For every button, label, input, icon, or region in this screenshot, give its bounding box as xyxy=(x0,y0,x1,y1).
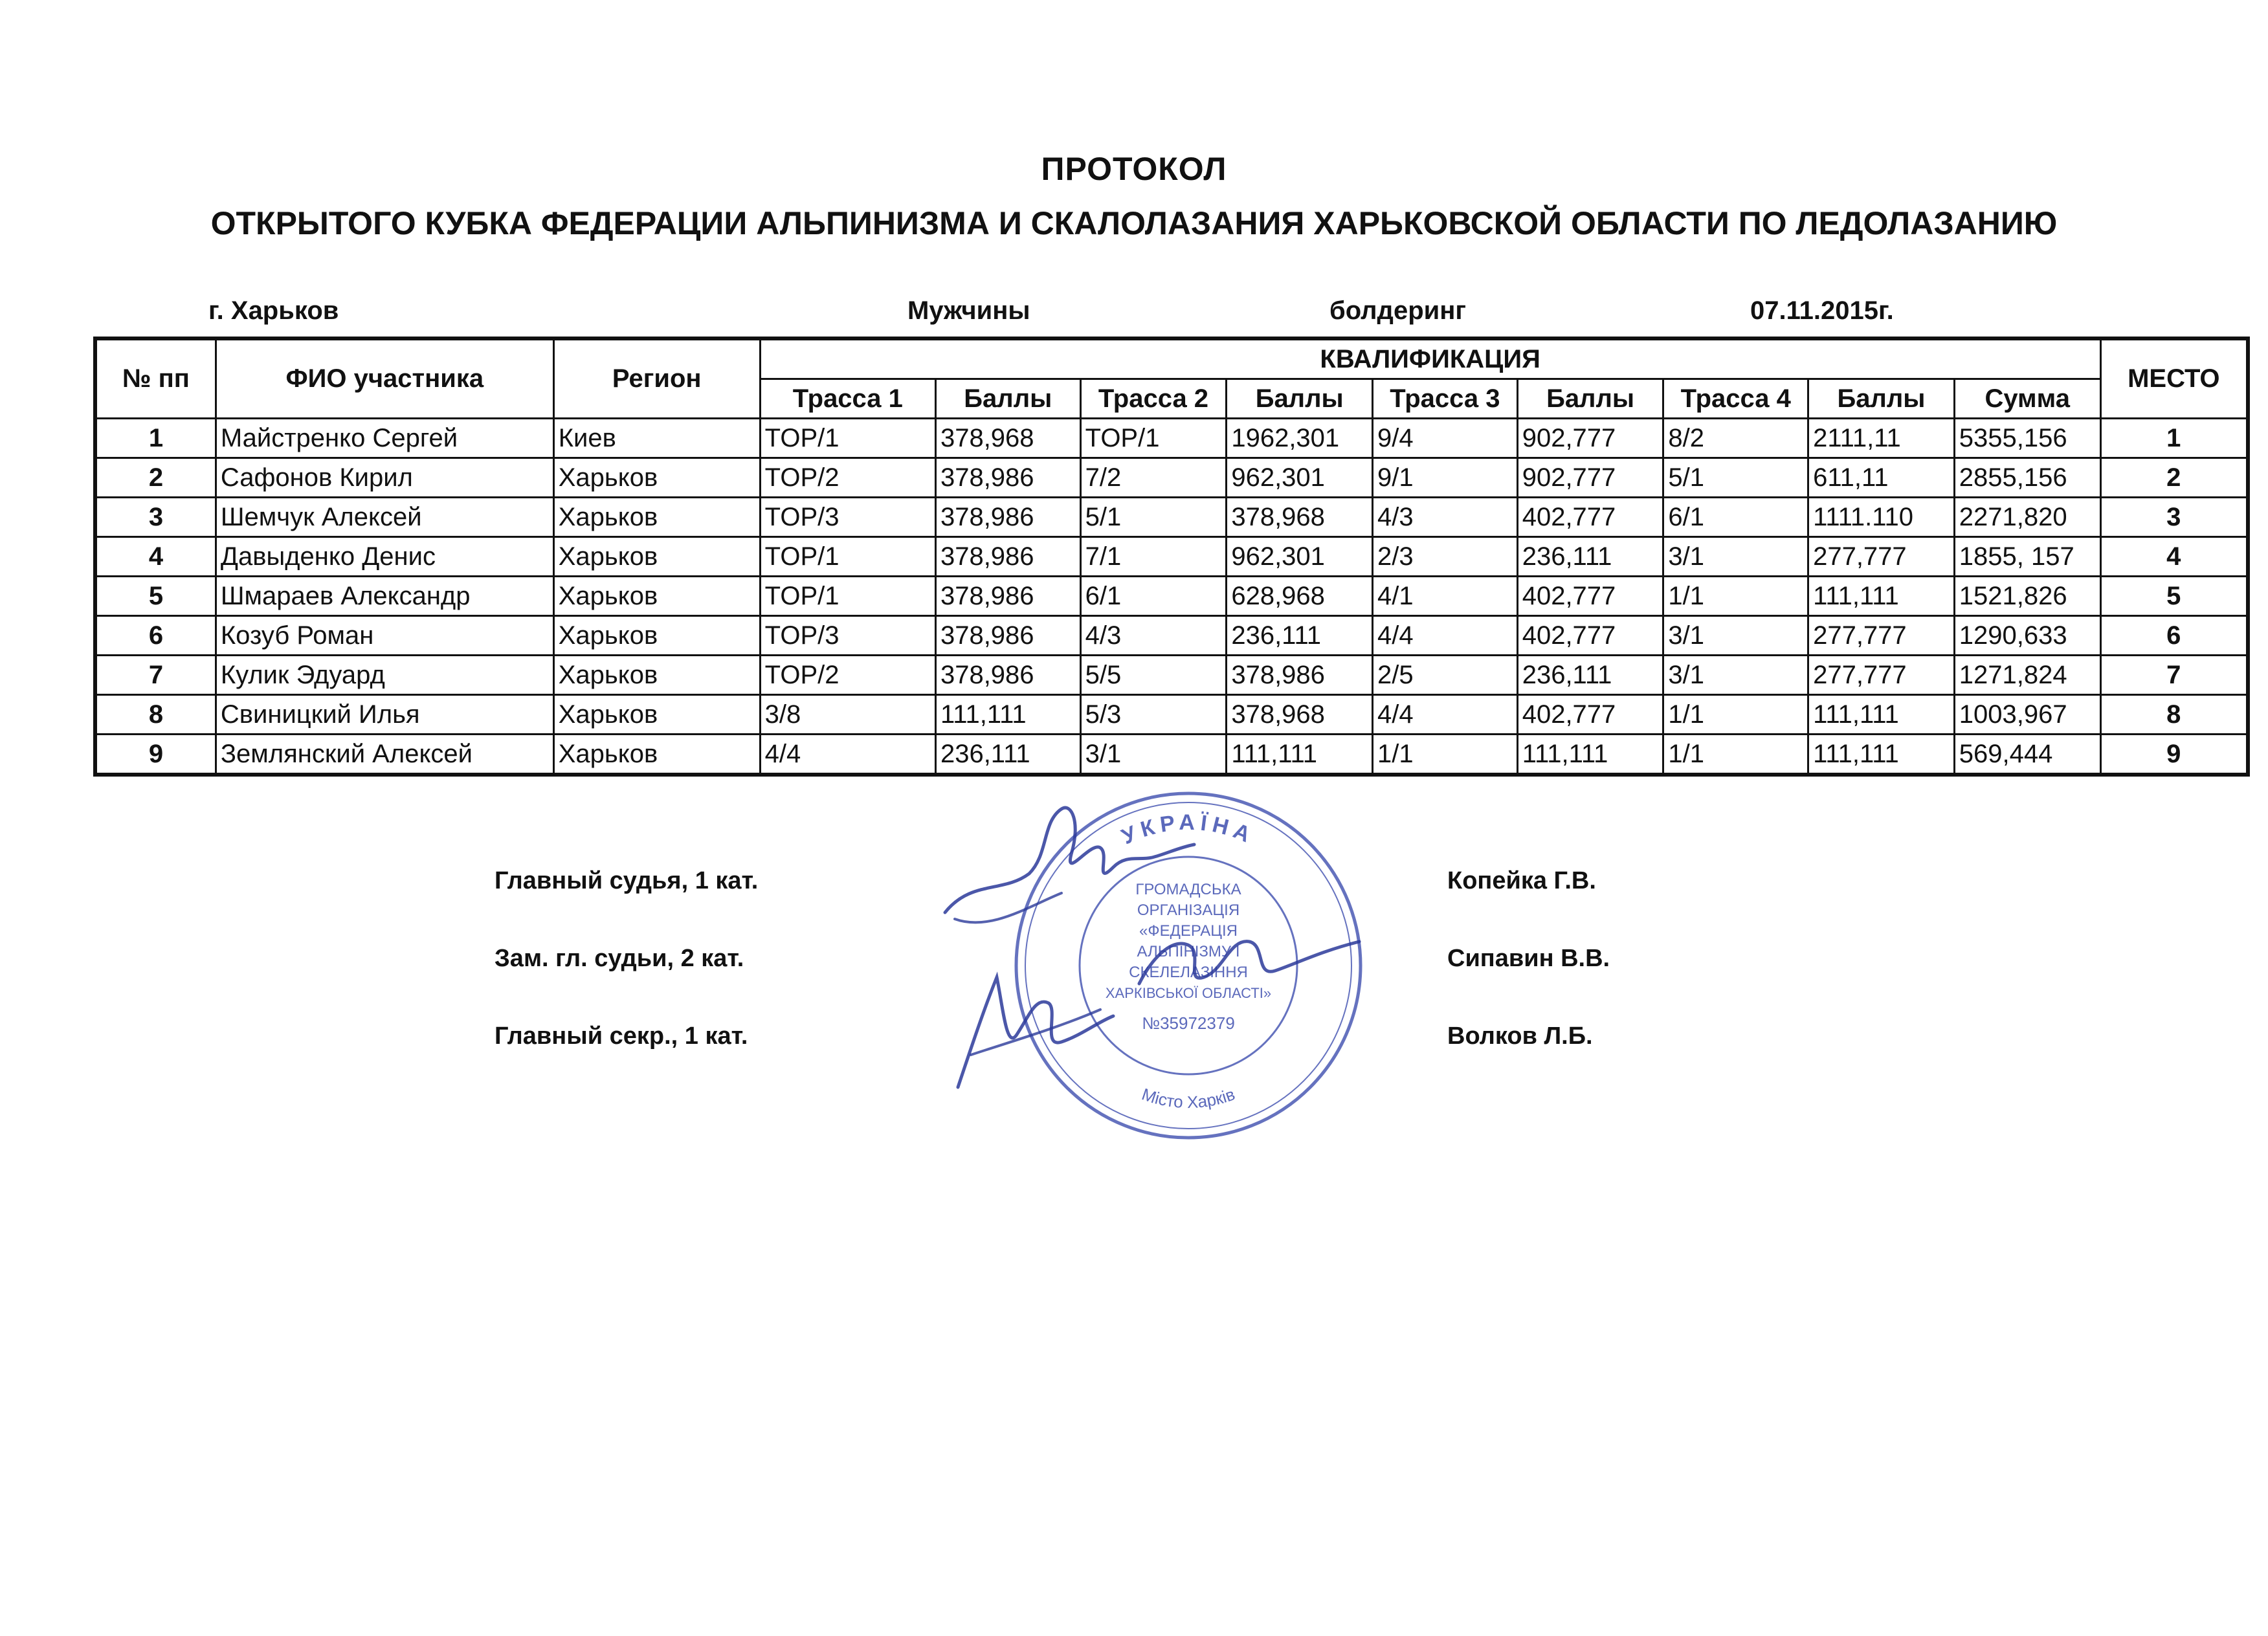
header-sum: Сумма xyxy=(1954,379,2100,419)
cell-points2: 962,301 xyxy=(1227,537,1373,577)
header-points3: Баллы xyxy=(1517,379,1663,419)
cell-points2: 236,111 xyxy=(1227,616,1373,656)
stamp-line-3: «ФЕДЕРАЦІЯ xyxy=(1139,922,1238,940)
cell-region: Харьков xyxy=(553,735,760,775)
document-title: ПРОТОКОЛ xyxy=(1041,151,1227,187)
cell-points1: 111,111 xyxy=(935,695,1080,735)
cell-points1: 378,968 xyxy=(935,419,1080,458)
cell-points4: 611,11 xyxy=(1808,458,1955,498)
table-row xyxy=(95,419,2248,458)
stamp-top-text: УКРАЇНА xyxy=(1118,810,1259,850)
stamp-bottom-text: Місто Харків xyxy=(1139,1084,1238,1112)
cell-points2: 378,986 xyxy=(1227,656,1373,695)
cell-sum: 5355,156 xyxy=(1954,419,2100,458)
cell-track3: 2/3 xyxy=(1373,537,1518,577)
table-row xyxy=(95,695,2248,735)
cell-track2: 4/3 xyxy=(1080,616,1227,656)
cell-points1: 378,986 xyxy=(935,498,1080,537)
signature-name-deputy-judge: Сипавин В.В. xyxy=(1447,945,1610,972)
cell-sum: 1271,824 xyxy=(1954,656,2100,695)
cell-name: Козуб Роман xyxy=(216,616,553,656)
cell-num: 2 xyxy=(95,458,216,498)
cell-sum: 1003,967 xyxy=(1954,695,2100,735)
cell-place: 4 xyxy=(2100,537,2248,577)
cell-sum: 1290,633 xyxy=(1954,616,2100,656)
cell-place: 7 xyxy=(2100,656,2248,695)
cell-region: Харьков xyxy=(553,577,760,616)
header-track4: Трасса 4 xyxy=(1663,379,1808,419)
cell-points3: 402,777 xyxy=(1517,695,1663,735)
cell-track3: 4/1 xyxy=(1373,577,1518,616)
cell-track2: 7/2 xyxy=(1080,458,1227,498)
header-name: ФИО участника xyxy=(216,338,553,419)
cell-track3: 4/3 xyxy=(1373,498,1518,537)
signature-name-chief-secretary: Волков Л.Б. xyxy=(1447,1022,1593,1050)
svg-text:Місто Харків xyxy=(1139,1084,1237,1112)
header-track2: Трасса 2 xyxy=(1080,379,1227,419)
cell-points4: 2111,11 xyxy=(1808,419,1955,458)
cell-points4: 277,777 xyxy=(1808,537,1955,577)
cell-points3: 236,111 xyxy=(1517,537,1663,577)
cell-num: 5 xyxy=(95,577,216,616)
stamp-line-4: АЛЬПІНІЗМУ І xyxy=(1137,943,1240,960)
meta-date: 07.11.2015г. xyxy=(1750,296,1894,325)
cell-points4: 277,777 xyxy=(1808,616,1955,656)
cell-points2: 378,968 xyxy=(1227,695,1373,735)
signature-title-chief-secretary: Главный секр., 1 кат. xyxy=(495,1022,748,1050)
signature-title-chief-judge: Главный судья, 1 кат. xyxy=(495,867,759,894)
cell-track1: TOP/2 xyxy=(760,656,935,695)
cell-track4: 5/1 xyxy=(1663,458,1808,498)
cell-points4: 277,777 xyxy=(1808,656,1955,695)
cell-place: 6 xyxy=(2100,616,2248,656)
cell-num: 4 xyxy=(95,537,216,577)
cell-name: Шмараев Александр xyxy=(216,577,553,616)
header-points4: Баллы xyxy=(1808,379,1955,419)
cell-points1: 378,986 xyxy=(935,616,1080,656)
cell-place: 8 xyxy=(2100,695,2248,735)
cell-num: 7 xyxy=(95,656,216,695)
cell-name: Кулик Эдуард xyxy=(216,656,553,695)
cell-points4: 1111.110 xyxy=(1808,498,1955,537)
cell-track1: TOP/1 xyxy=(760,537,935,577)
cell-region: Киев xyxy=(553,419,760,458)
cell-track2: 7/1 xyxy=(1080,537,1227,577)
stamp-line-1: ГРОМАДСЬКА xyxy=(1135,881,1241,898)
cell-track3: 1/1 xyxy=(1373,735,1518,775)
header-num: № пп xyxy=(95,338,216,419)
cell-track3: 4/4 xyxy=(1373,616,1518,656)
cell-track2: 5/1 xyxy=(1080,498,1227,537)
document-subtitle: ОТКРЫТОГО КУБКА ФЕДЕРАЦИИ АЛЬПИНИЗМА И СКАЛОЛАЗАНИЯ ХАРЬКОВСКОЙ ОБЛАСТИ ПО ЛЕДОЛАЗАНИЮ xyxy=(210,205,2058,241)
signature-chief-secretary-scribble xyxy=(945,958,1126,1100)
cell-place: 5 xyxy=(2100,577,2248,616)
header-qualification: КВАЛИФИКАЦИЯ xyxy=(760,338,2100,379)
table-row xyxy=(95,537,2248,577)
cell-sum: 1855, 157 xyxy=(1954,537,2100,577)
table-row xyxy=(95,577,2248,616)
header-region: Регион xyxy=(553,338,760,419)
cell-track4: 1/1 xyxy=(1663,735,1808,775)
cell-track2: 6/1 xyxy=(1080,577,1227,616)
cell-points1: 236,111 xyxy=(935,735,1080,775)
cell-points2: 962,301 xyxy=(1227,458,1373,498)
cell-place: 3 xyxy=(2100,498,2248,537)
cell-sum: 1521,826 xyxy=(1954,577,2100,616)
cell-track3: 9/4 xyxy=(1373,419,1518,458)
cell-track1: TOP/3 xyxy=(760,498,935,537)
results-body xyxy=(95,419,2248,775)
table-row xyxy=(95,498,2248,537)
cell-num: 1 xyxy=(95,419,216,458)
cell-name: Майстренко Сергей xyxy=(216,419,553,458)
table-row xyxy=(95,616,2248,656)
header-points2: Баллы xyxy=(1227,379,1373,419)
cell-track4: 8/2 xyxy=(1663,419,1808,458)
cell-points3: 236,111 xyxy=(1517,656,1663,695)
cell-track3: 2/5 xyxy=(1373,656,1518,695)
cell-track1: TOP/2 xyxy=(760,458,935,498)
stamp-line-2: ОРГАНІЗАЦІЯ xyxy=(1137,901,1240,919)
cell-num: 6 xyxy=(95,616,216,656)
cell-track1: TOP/1 xyxy=(760,419,935,458)
cell-name: Землянский Алексей xyxy=(216,735,553,775)
cell-track4: 3/1 xyxy=(1663,616,1808,656)
cell-track3: 4/4 xyxy=(1373,695,1518,735)
signature-title-deputy-judge: Зам. гл. судьи, 2 кат. xyxy=(495,945,744,972)
cell-points3: 902,777 xyxy=(1517,458,1663,498)
cell-place: 9 xyxy=(2100,735,2248,775)
cell-track2: 5/5 xyxy=(1080,656,1227,695)
stamp-code: №35972379 xyxy=(1142,1013,1235,1033)
stamp-line-6: ХАРКІВСЬКОЇ ОБЛАСТІ» xyxy=(1105,985,1272,1001)
cell-name: Сафонов Кирил xyxy=(216,458,553,498)
cell-points2: 1962,301 xyxy=(1227,419,1373,458)
results-table xyxy=(93,337,2250,777)
cell-points4: 111,111 xyxy=(1808,695,1955,735)
header-track1: Трасса 1 xyxy=(760,379,935,419)
signature-deputy-judge-scribble xyxy=(1126,906,1372,1010)
cell-sum: 569,444 xyxy=(1954,735,2100,775)
cell-track4: 3/1 xyxy=(1663,537,1808,577)
cell-num: 3 xyxy=(95,498,216,537)
cell-region: Харьков xyxy=(553,695,760,735)
header-points1: Баллы xyxy=(935,379,1080,419)
cell-track1: TOP/1 xyxy=(760,577,935,616)
cell-points2: 628,968 xyxy=(1227,577,1373,616)
header-place: МЕСТО xyxy=(2100,338,2248,419)
cell-track4: 3/1 xyxy=(1663,656,1808,695)
cell-points2: 378,968 xyxy=(1227,498,1373,537)
cell-track4: 1/1 xyxy=(1663,577,1808,616)
meta-discipline: болдеринг xyxy=(1329,296,1467,325)
cell-points4: 111,111 xyxy=(1808,577,1955,616)
cell-name: Шемчук Алексей xyxy=(216,498,553,537)
table-row xyxy=(95,735,2248,775)
signature-name-chief-judge: Копейка Г.В. xyxy=(1447,867,1596,894)
meta-category: Мужчины xyxy=(907,296,1030,325)
cell-region: Харьков xyxy=(553,537,760,577)
cell-track3: 9/1 xyxy=(1373,458,1518,498)
cell-track1: TOP/3 xyxy=(760,616,935,656)
cell-region: Харьков xyxy=(553,458,760,498)
cell-points1: 378,986 xyxy=(935,656,1080,695)
cell-points3: 111,111 xyxy=(1517,735,1663,775)
cell-region: Харьков xyxy=(553,656,760,695)
cell-sum: 2271,820 xyxy=(1954,498,2100,537)
cell-place: 1 xyxy=(2100,419,2248,458)
cell-track4: 1/1 xyxy=(1663,695,1808,735)
cell-points3: 402,777 xyxy=(1517,577,1663,616)
cell-points3: 402,777 xyxy=(1517,498,1663,537)
cell-track1: 3/8 xyxy=(760,695,935,735)
cell-points2: 111,111 xyxy=(1227,735,1373,775)
cell-name: Давыденко Денис xyxy=(216,537,553,577)
table-row xyxy=(95,458,2248,498)
cell-region: Харьков xyxy=(553,616,760,656)
cell-num: 8 xyxy=(95,695,216,735)
cell-points4: 111,111 xyxy=(1808,735,1955,775)
cell-points1: 378,986 xyxy=(935,537,1080,577)
header-track3: Трасса 3 xyxy=(1373,379,1518,419)
cell-region: Харьков xyxy=(553,498,760,537)
cell-sum: 2855,156 xyxy=(1954,458,2100,498)
cell-num: 9 xyxy=(95,735,216,775)
cell-track2: 5/3 xyxy=(1080,695,1227,735)
cell-points1: 378,986 xyxy=(935,577,1080,616)
cell-name: Свиницкий Илья xyxy=(216,695,553,735)
cell-points3: 902,777 xyxy=(1517,419,1663,458)
cell-track4: 6/1 xyxy=(1663,498,1808,537)
table-row xyxy=(95,656,2248,695)
cell-points1: 378,986 xyxy=(935,458,1080,498)
meta-city: г. Харьков xyxy=(208,296,339,325)
cell-place: 2 xyxy=(2100,458,2248,498)
cell-track1: 4/4 xyxy=(760,735,935,775)
cell-track2: TOP/1 xyxy=(1080,419,1227,458)
cell-points3: 402,777 xyxy=(1517,616,1663,656)
cell-track2: 3/1 xyxy=(1080,735,1227,775)
stamp-line-5: СКЕЛЕЛАЗІННЯ xyxy=(1129,964,1248,981)
